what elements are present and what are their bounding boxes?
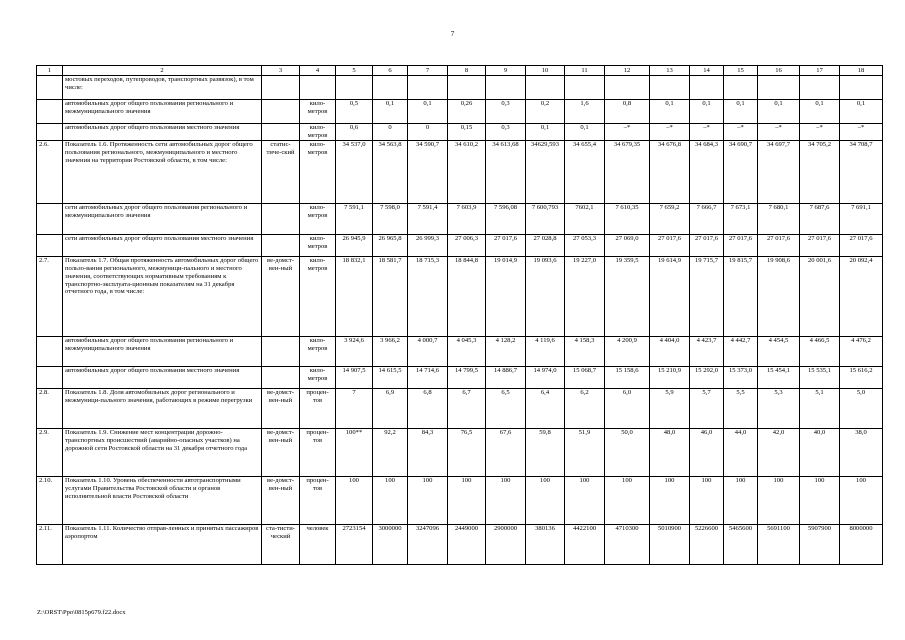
year-value: 26 945,9 — [336, 234, 373, 256]
column-number: 6 — [373, 66, 408, 76]
year-value: 0,3 — [486, 100, 526, 124]
year-value: 3000000 — [373, 524, 408, 564]
year-value: 7 666,7 — [690, 203, 724, 234]
year-value: 20 092,4 — [840, 256, 883, 336]
year-value: 0,1 — [758, 100, 800, 124]
year-value: 100 — [486, 476, 526, 524]
data-source — [262, 100, 300, 124]
year-value: 0,15 — [448, 124, 486, 141]
row-number — [37, 203, 63, 234]
year-value: 34 679,35 — [605, 140, 650, 203]
column-number: 8 — [448, 66, 486, 76]
year-value: 27 006,3 — [448, 234, 486, 256]
year-value: 0,1 — [690, 100, 724, 124]
row-number — [37, 336, 63, 366]
indicator-name: Показатель 1.6. Протяженность сети автомобильных дорог общего пользования регионального, межмуниципального и местного значения на территории Ростовской области, в том числе: — [63, 140, 262, 203]
year-value — [758, 76, 800, 100]
year-value: 6,0 — [605, 388, 650, 428]
table-row — [37, 524, 883, 564]
column-number: 4 — [300, 66, 336, 76]
year-value: 0,1 — [650, 100, 690, 124]
year-value — [486, 76, 526, 100]
year-value: 3 924,6 — [336, 336, 373, 366]
table-row — [37, 476, 883, 524]
row-number: 2.7. — [37, 256, 63, 336]
year-value: 7602,1 — [565, 203, 605, 234]
year-value: 100 — [840, 476, 883, 524]
year-value: 7 591,1 — [336, 203, 373, 234]
year-value — [800, 76, 840, 100]
year-value: 15 158,6 — [605, 366, 650, 388]
year-value: 59,8 — [526, 428, 565, 476]
year-value: 42,0 — [758, 428, 800, 476]
unit: человек — [300, 524, 336, 564]
year-value — [526, 76, 565, 100]
year-value: 34 563,8 — [373, 140, 408, 203]
year-value: 7 687,6 — [800, 203, 840, 234]
year-value: 18 581,7 — [373, 256, 408, 336]
indicator-name: автомобильных дорог общего пользования регионального и межмуниципального значения — [63, 100, 262, 124]
year-value: 6,9 — [373, 388, 408, 428]
year-value: 34 613,68 — [486, 140, 526, 203]
year-value: 92,2 — [373, 428, 408, 476]
data-source: ве-домст-вен-ный — [262, 388, 300, 428]
year-value: 7 598,0 — [373, 203, 408, 234]
data-source — [262, 124, 300, 141]
year-value: 5010900 — [650, 524, 690, 564]
indicator-name: сети автомобильных дорог общего пользования регионального и межмуниципального значения — [63, 203, 262, 234]
table-row — [37, 366, 883, 388]
year-value: 4 476,2 — [840, 336, 883, 366]
row-number — [37, 76, 63, 100]
column-number: 13 — [650, 66, 690, 76]
data-source — [262, 203, 300, 234]
year-value: 100 — [758, 476, 800, 524]
column-number: 3 — [262, 66, 300, 76]
year-value: 20 001,6 — [800, 256, 840, 336]
column-number: 17 — [800, 66, 840, 76]
unit: кило-метров — [300, 124, 336, 141]
year-value: 19 815,7 — [724, 256, 758, 336]
year-value: 14 907,5 — [336, 366, 373, 388]
year-value: 8000000 — [840, 524, 883, 564]
column-number: 12 — [605, 66, 650, 76]
year-value: 27 017,6 — [724, 234, 758, 256]
year-value: 6,5 — [486, 388, 526, 428]
table-row — [37, 100, 883, 124]
year-value: 0,5 — [336, 100, 373, 124]
year-value — [336, 76, 373, 100]
data-source: ста-тисти-ческий — [262, 524, 300, 564]
year-value: 100 — [650, 476, 690, 524]
year-value: 14 714,6 — [408, 366, 448, 388]
year-value: 7 691,1 — [840, 203, 883, 234]
year-value: 0,26 — [448, 100, 486, 124]
year-value: 4 000,7 — [408, 336, 448, 366]
year-value: 7 673,1 — [724, 203, 758, 234]
year-value: 5907900 — [800, 524, 840, 564]
year-value: 1,6 — [565, 100, 605, 124]
data-source — [262, 234, 300, 256]
unit — [300, 76, 336, 100]
year-value: 7 603,9 — [448, 203, 486, 234]
year-value: 34 690,7 — [724, 140, 758, 203]
column-number: 2 — [63, 66, 262, 76]
unit: кило-метров — [300, 140, 336, 203]
year-value: 27 017,6 — [800, 234, 840, 256]
year-value: 27 017,6 — [486, 234, 526, 256]
year-value: 67,6 — [486, 428, 526, 476]
year-value: 4 200,9 — [605, 336, 650, 366]
year-value: 51,9 — [565, 428, 605, 476]
year-value: 6,4 — [526, 388, 565, 428]
year-value: 27 017,6 — [690, 234, 724, 256]
unit: процен-тов — [300, 388, 336, 428]
unit: кило-метров — [300, 336, 336, 366]
column-number: 16 — [758, 66, 800, 76]
year-value — [650, 76, 690, 100]
year-value: 15 454,1 — [758, 366, 800, 388]
year-value: 2449000 — [448, 524, 486, 564]
year-value: 100 — [565, 476, 605, 524]
year-value: 4422100 — [565, 524, 605, 564]
year-value: 34 708,7 — [840, 140, 883, 203]
year-value: 34 697,7 — [758, 140, 800, 203]
year-value: 2723154 — [336, 524, 373, 564]
unit: кило-метров — [300, 203, 336, 234]
year-value: 18 832,1 — [336, 256, 373, 336]
data-source: ве-домст-вен-ный — [262, 256, 300, 336]
column-number: 9 — [486, 66, 526, 76]
year-value: 19 014,9 — [486, 256, 526, 336]
year-value: 100 — [800, 476, 840, 524]
year-value: 5,1 — [800, 388, 840, 428]
year-value: 34 676,8 — [650, 140, 690, 203]
year-value: 6,2 — [565, 388, 605, 428]
year-value: 0,2 — [526, 100, 565, 124]
indicator-name: Показатель 1.7. Общая протяженность автомобильных дорог общего пользо-вания регионального, межмуници-пального и местного значения, соответствующих нормативным требованиям к транспортно-эксплуата-ционным показателям на 31 декабря отчетного года, в том числе: — [63, 256, 262, 336]
table-row — [37, 203, 883, 234]
table-row — [37, 124, 883, 141]
year-value: 46,0 — [690, 428, 724, 476]
data-source: ве-домст-вен-ный — [262, 476, 300, 524]
year-value: 5465600 — [724, 524, 758, 564]
year-value: 4 045,3 — [448, 336, 486, 366]
year-value: 100 — [373, 476, 408, 524]
data-source — [262, 76, 300, 100]
year-value: 5,9 — [650, 388, 690, 428]
year-value: 15 616,2 — [840, 366, 883, 388]
indicator-name: Показатель 1.8. Доля автомобильных дорог регионального и межмуници-пального значения, работающих в режиме перегрузки — [63, 388, 262, 428]
column-number: 7 — [408, 66, 448, 76]
row-number — [37, 124, 63, 141]
year-value: 19 227,0 — [565, 256, 605, 336]
year-value: 84,3 — [408, 428, 448, 476]
year-value: 27 017,6 — [840, 234, 883, 256]
year-value: 34 537,0 — [336, 140, 373, 203]
column-number: 11 — [565, 66, 605, 76]
year-value: 0,1 — [724, 100, 758, 124]
year-value: 0 — [373, 124, 408, 141]
indicator-name: Показатель 1.9. Снижение мест концентрации дорожно-транспортных происшествий (аварийно-опасных участков) на дорожной сети Ростовской области на 31 декабря отчетного года — [63, 428, 262, 476]
year-value: 34 705,2 — [800, 140, 840, 203]
year-value: 15 535,1 — [800, 366, 840, 388]
column-number: 5 — [336, 66, 373, 76]
year-value: 4 119,6 — [526, 336, 565, 366]
data-source — [262, 336, 300, 366]
year-value: 14 799,5 — [448, 366, 486, 388]
year-value: 5691100 — [758, 524, 800, 564]
year-value — [724, 76, 758, 100]
year-value: 26 965,8 — [373, 234, 408, 256]
year-value — [565, 76, 605, 100]
year-value: 27 017,6 — [758, 234, 800, 256]
year-value: 0 — [408, 124, 448, 141]
year-value: 7 — [336, 388, 373, 428]
year-value: –* — [840, 124, 883, 141]
year-value: 34 590,7 — [408, 140, 448, 203]
column-number: 14 — [690, 66, 724, 76]
indicators-table — [36, 65, 883, 565]
year-value: 27 069,0 — [605, 234, 650, 256]
year-value: –* — [650, 124, 690, 141]
year-value: 14 886,7 — [486, 366, 526, 388]
table-row — [37, 140, 883, 203]
year-value: 76,5 — [448, 428, 486, 476]
year-value — [408, 76, 448, 100]
year-value: 4 158,3 — [565, 336, 605, 366]
row-number: 2.10. — [37, 476, 63, 524]
year-value: 27 017,6 — [650, 234, 690, 256]
unit: кило-метров — [300, 256, 336, 336]
column-number: 18 — [840, 66, 883, 76]
year-value: 4 454,5 — [758, 336, 800, 366]
year-value: –* — [724, 124, 758, 141]
unit: кило-метров — [300, 234, 336, 256]
year-value: 380136 — [526, 524, 565, 564]
year-value — [840, 76, 883, 100]
file-path-footer: Z:\ORST\Ppo\0815p679.f22.docx — [37, 609, 126, 616]
column-number: 15 — [724, 66, 758, 76]
year-value: 34629,593 — [526, 140, 565, 203]
year-value: 6,7 — [448, 388, 486, 428]
year-value: 15 373,0 — [724, 366, 758, 388]
year-value: 5,7 — [690, 388, 724, 428]
year-value: 100** — [336, 428, 373, 476]
year-value: 4 423,7 — [690, 336, 724, 366]
year-value: 6,8 — [408, 388, 448, 428]
unit: процен-тов — [300, 428, 336, 476]
indicator-name: автомобильных дорог общего пользования регионального и межмуниципального значения — [63, 336, 262, 366]
year-value: 100 — [605, 476, 650, 524]
year-value: 40,0 — [800, 428, 840, 476]
year-value: 26 999,3 — [408, 234, 448, 256]
row-number: 2.6. — [37, 140, 63, 203]
year-value — [448, 76, 486, 100]
year-value: 0,1 — [408, 100, 448, 124]
year-value: 100 — [526, 476, 565, 524]
indicator-name: автомобильных дорог общего пользования местного значения — [63, 124, 262, 141]
row-number — [37, 366, 63, 388]
year-value: 19 093,6 — [526, 256, 565, 336]
year-value: –* — [758, 124, 800, 141]
year-value: 19 908,6 — [758, 256, 800, 336]
year-value: 5,5 — [724, 388, 758, 428]
year-value: –* — [605, 124, 650, 141]
header-row — [37, 66, 883, 76]
year-value: 7 610,35 — [605, 203, 650, 234]
indicator-name: автомобильных дорог общего пользования местного значения — [63, 366, 262, 388]
year-value: 7 600,793 — [526, 203, 565, 234]
year-value: 34 655,4 — [565, 140, 605, 203]
year-value: 19 359,5 — [605, 256, 650, 336]
year-value: 0,1 — [373, 100, 408, 124]
year-value: 7 659,2 — [650, 203, 690, 234]
year-value: 2900000 — [486, 524, 526, 564]
data-source: ве-домст-вен-ный — [262, 428, 300, 476]
year-value: 0,1 — [526, 124, 565, 141]
year-value: 15 068,7 — [565, 366, 605, 388]
year-value: 5,3 — [758, 388, 800, 428]
column-number: 10 — [526, 66, 565, 76]
year-value: 7 591,4 — [408, 203, 448, 234]
indicator-name: Показатель 1.11. Количество отправ-ленных и принятых пассажиров аэропортом — [63, 524, 262, 564]
row-number — [37, 100, 63, 124]
year-value: 34 684,3 — [690, 140, 724, 203]
year-value — [373, 76, 408, 100]
year-value: 4 128,2 — [486, 336, 526, 366]
unit: кило-метров — [300, 100, 336, 124]
row-number: 2.11. — [37, 524, 63, 564]
year-value: 15 210,9 — [650, 366, 690, 388]
year-value: 0,1 — [800, 100, 840, 124]
row-number: 2.8. — [37, 388, 63, 428]
year-value: 44,0 — [724, 428, 758, 476]
year-value: 4 466,5 — [800, 336, 840, 366]
year-value: 100 — [408, 476, 448, 524]
year-value: 100 — [336, 476, 373, 524]
year-value: 0,8 — [605, 100, 650, 124]
indicator-name: сети автомобильных дорог общего пользования местного значения — [63, 234, 262, 256]
year-value: 4 442,7 — [724, 336, 758, 366]
page-number: 7 — [450, 30, 455, 38]
year-value: 7 680,1 — [758, 203, 800, 234]
indicator-name: Показатель 1.10. Уровень обеспеченности автотранспортными услугами Правительства Ростовской области и органов исполнительной власти Ростовской области — [63, 476, 262, 524]
year-value: –* — [690, 124, 724, 141]
year-value: 18 844,8 — [448, 256, 486, 336]
year-value: 0,1 — [840, 100, 883, 124]
row-number: 2.9. — [37, 428, 63, 476]
data-source — [262, 366, 300, 388]
table-row — [37, 256, 883, 336]
table-row — [37, 336, 883, 366]
year-value: 7 596,08 — [486, 203, 526, 234]
year-value: 0,1 — [565, 124, 605, 141]
year-value: 4710300 — [605, 524, 650, 564]
year-value: 27 028,8 — [526, 234, 565, 256]
table-row — [37, 388, 883, 428]
year-value — [605, 76, 650, 100]
year-value: 19 715,7 — [690, 256, 724, 336]
column-number: 1 — [37, 66, 63, 76]
year-value — [690, 76, 724, 100]
year-value: 27 053,3 — [565, 234, 605, 256]
data-source: статис-тиче-ский — [262, 140, 300, 203]
year-value: 4 404,0 — [650, 336, 690, 366]
year-value: 14 974,0 — [526, 366, 565, 388]
indicator-name: мостовых переходов, путепроводов, транспортных развязок), в том числе: — [63, 76, 262, 100]
year-value: 3 966,2 — [373, 336, 408, 366]
unit: процен-тов — [300, 476, 336, 524]
year-value: 38,0 — [840, 428, 883, 476]
year-value: 5226600 — [690, 524, 724, 564]
year-value: 19 614,9 — [650, 256, 690, 336]
year-value: 100 — [724, 476, 758, 524]
year-value: –* — [800, 124, 840, 141]
year-value: 34 610,2 — [448, 140, 486, 203]
year-value: 0,6 — [336, 124, 373, 141]
year-value: 15 292,0 — [690, 366, 724, 388]
row-number — [37, 234, 63, 256]
year-value: 5,0 — [840, 388, 883, 428]
year-value: 14 615,5 — [373, 366, 408, 388]
unit: кило-метров — [300, 366, 336, 388]
year-value: 100 — [690, 476, 724, 524]
table-row — [37, 234, 883, 256]
year-value: 50,0 — [605, 428, 650, 476]
year-value: 18 715,3 — [408, 256, 448, 336]
table-row — [37, 76, 883, 100]
year-value: 100 — [448, 476, 486, 524]
year-value: 48,0 — [650, 428, 690, 476]
year-value: 3247096 — [408, 524, 448, 564]
year-value: 0,3 — [486, 124, 526, 141]
table-row — [37, 428, 883, 476]
